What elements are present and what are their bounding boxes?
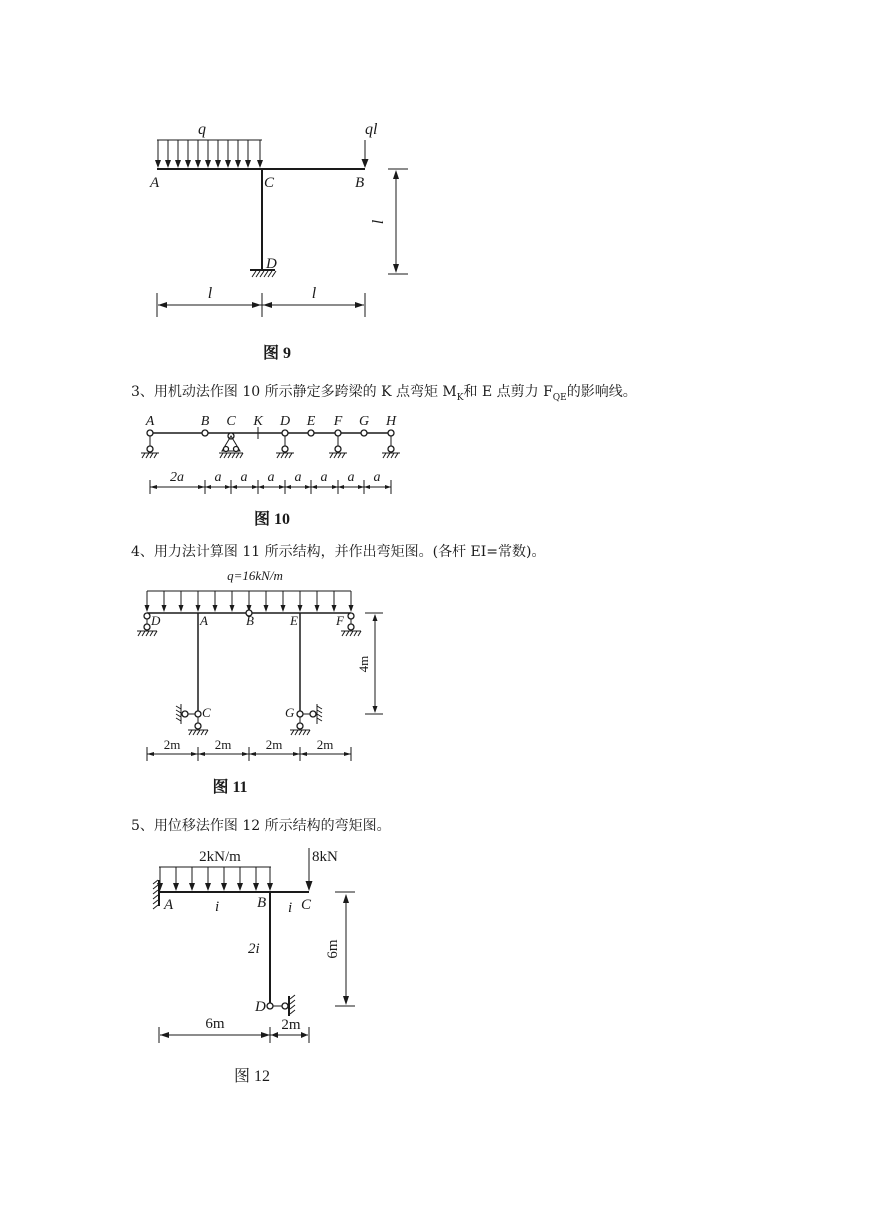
stiffness-bc-label: i: [288, 900, 293, 916]
dim-label-7: a: [347, 470, 355, 485]
stiffness-ab-label: i: [215, 899, 220, 915]
point-b-label: B: [355, 175, 365, 191]
point-load-label: 8kN: [312, 849, 338, 865]
label-a: A: [145, 414, 155, 429]
dim-label-8: a: [373, 470, 381, 485]
question-5: 5、用位移法作图 12 所示结构的弯矩图。: [131, 818, 391, 834]
dimension-height: [388, 169, 408, 274]
hinge-e: [308, 430, 314, 436]
point-f-label: F: [336, 613, 344, 628]
support-f: [329, 430, 347, 458]
figure-12-caption: 图 12: [233, 1068, 271, 1085]
label-h: H: [385, 414, 397, 429]
support-a: [141, 430, 159, 458]
dim-label-1: 2a: [170, 470, 184, 485]
distributed-load: [157, 867, 273, 891]
distributed-load-q: [155, 140, 263, 168]
support-d: [276, 430, 294, 458]
point-d-label: D: [151, 613, 161, 628]
point-a-label: A: [200, 613, 208, 628]
dimension-horizontal: [157, 293, 365, 317]
load-label-ql: ql: [365, 121, 378, 138]
label-d: D: [279, 414, 291, 429]
label-g: G: [358, 414, 370, 429]
figure-10: [135, 405, 405, 530]
dimension-right-label: l: [311, 285, 317, 302]
label-c: C: [226, 414, 236, 429]
point-e-label: E: [290, 613, 298, 628]
hinge-b: [202, 430, 208, 436]
figure-9: [140, 110, 440, 370]
figure-11: [125, 563, 395, 803]
support-h: [382, 430, 400, 458]
distributed-load-label: 2kN/m: [199, 849, 241, 865]
question-4: 4、用力法计算图 11 所示结构，并作出弯矩图。(各杆 EI=常数)。: [131, 544, 546, 560]
figure-10-caption: 图 10: [253, 511, 291, 528]
figure-9-caption: 图 9: [262, 345, 292, 362]
dimension-left-label: 6m: [205, 1016, 225, 1032]
dim-label-3: a: [240, 470, 248, 485]
figure-11-caption: 图 11: [212, 779, 248, 796]
dim-label-4: a: [267, 470, 275, 485]
dimension-height-label: 6m: [325, 939, 341, 959]
point-a-label: A: [150, 175, 160, 191]
support-g: [290, 704, 322, 735]
dim-label-1: 2m: [163, 737, 181, 752]
dimension-right-label: 2m: [281, 1017, 301, 1033]
point-d-label: D: [255, 999, 266, 1015]
point-g-label: G: [285, 705, 295, 720]
stiffness-bd-label: 2i: [248, 941, 260, 957]
point-c-label: C: [264, 175, 275, 191]
dimension-left-label: l: [207, 285, 213, 302]
support-d: [267, 995, 295, 1016]
hinge-g: [361, 430, 367, 436]
point-a-label: A: [164, 897, 174, 913]
point-b-label: B: [257, 895, 267, 911]
support-c: [219, 433, 243, 458]
figure-12: [145, 840, 385, 1090]
dim-label-3: 2m: [265, 737, 283, 752]
point-load-ql: [362, 140, 369, 168]
dimension-height-label: 4m: [356, 655, 371, 673]
dim-label-2: 2m: [214, 737, 232, 752]
load-label-q: q: [198, 121, 206, 138]
support-f: [341, 613, 361, 636]
point-b-label: B: [246, 613, 254, 628]
point-c-label: C: [301, 897, 312, 913]
point-c-label: C: [202, 705, 211, 720]
fixed-support-a: [153, 880, 159, 909]
dim-label-2: a: [214, 470, 222, 485]
label-e: E: [306, 414, 316, 429]
dim-label-6: a: [320, 470, 328, 485]
dim-label-5: a: [294, 470, 302, 485]
question-3: 3、用机动法作图 10 所示静定多跨梁的 K 点弯矩 $M_K$和 E 点剪力 $F_{QE}$的影响线。: [131, 384, 637, 403]
label-f: F: [333, 414, 343, 429]
load-label: q=16kN/m: [227, 568, 283, 583]
dim-label-4: 2m: [316, 737, 334, 752]
distributed-load: [145, 591, 354, 612]
dimension-height-label: l: [370, 219, 387, 225]
point-d-label: D: [266, 256, 277, 272]
label-k: K: [253, 414, 263, 429]
label-b: B: [200, 414, 210, 429]
